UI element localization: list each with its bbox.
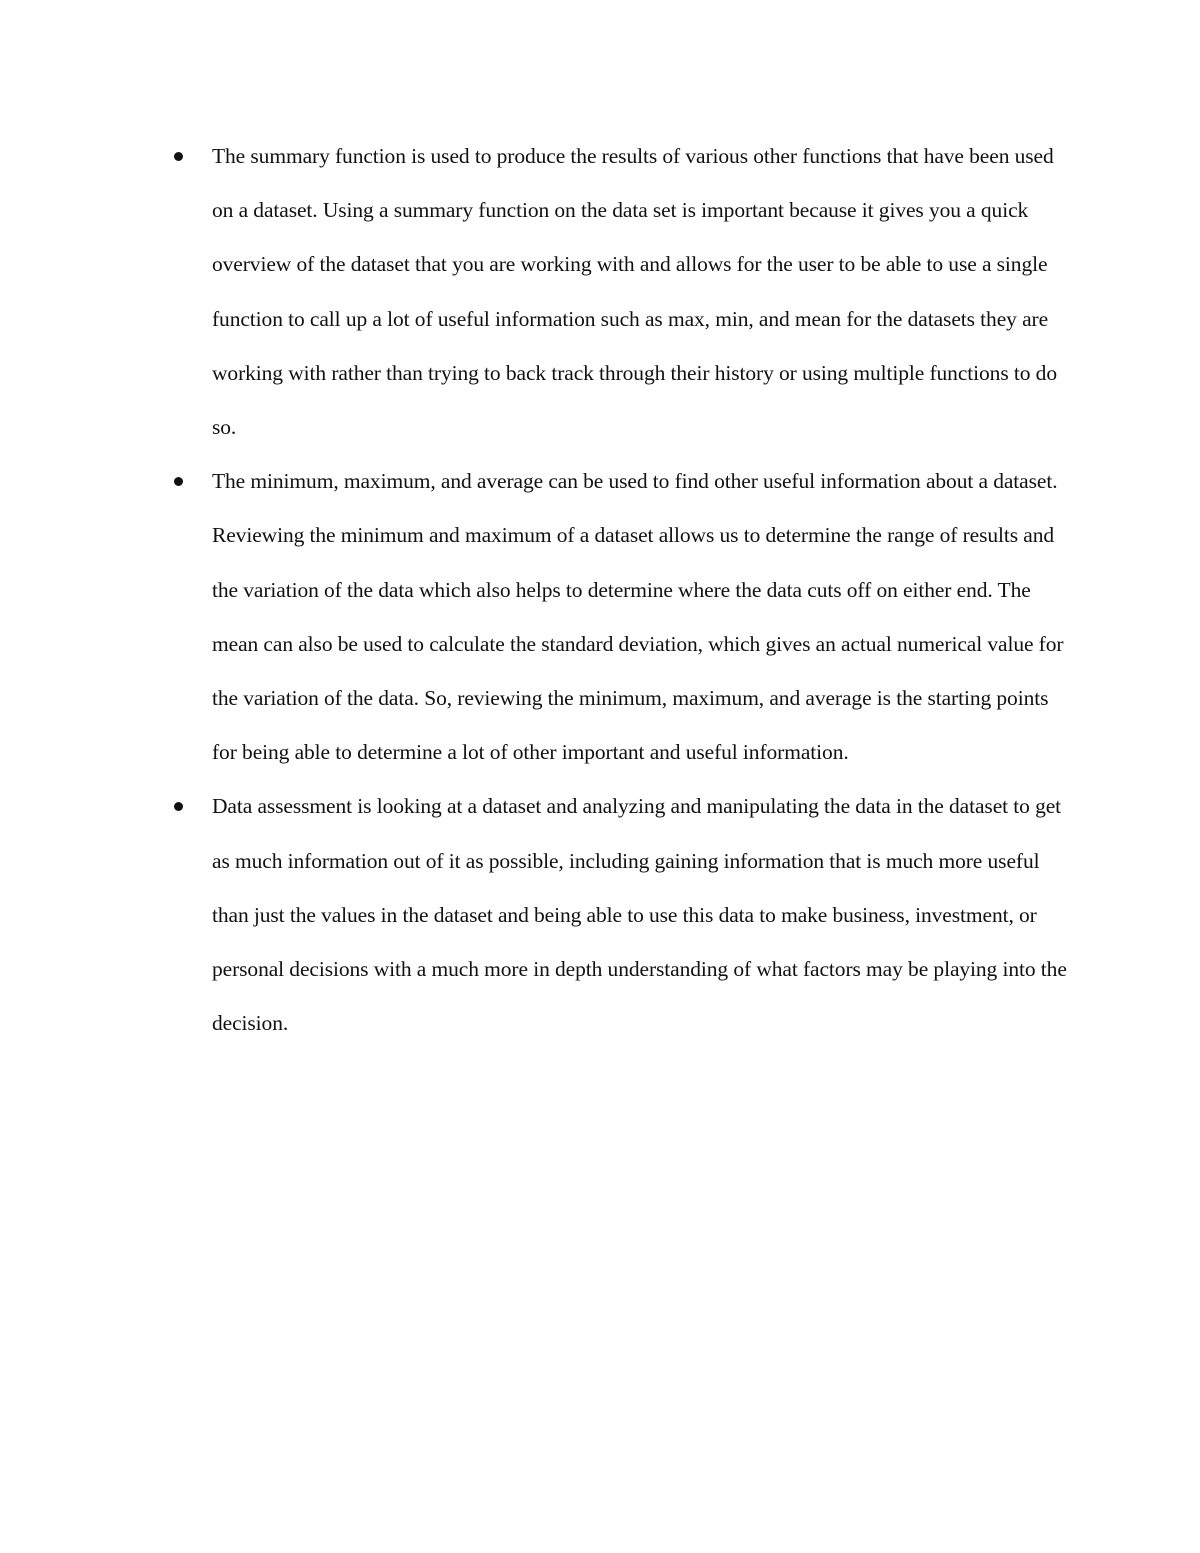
bullet-item-data-assessment [212,779,1072,1050]
bullet-point-icon [174,152,183,161]
bullet-item-min-max-average [212,454,1072,779]
bullet-text: The minimum, maximum, and average can be used to find other useful information about a dataset. Reviewing the minimum and maximum of a dataset allows us to determine the range of results and the variation of the data which also helps to determine where the data cuts off on either end. The mean can also be used to calculate the standard deviation, which gives an actual numerical value for the variation of the data. So, reviewing the minimum, maximum, and average is the starting points for being able to determine a lot of other important and useful information. [212,469,1064,765]
bullet-text: The summary function is used to produce the results of various other functions that have been used on a dataset. Using a summary function on the data set is important because it gives you a quick overview of the dataset that you are working with and allows for the user to be able to use a single function to call up a lot of useful information such as max, min, and mean for the datasets they are working with rather than trying to back track through their history or using multiple functions to do so. [212,144,1057,440]
bullet-text: Data assessment is looking at a dataset and analyzing and manipulating the data in the dataset to get as much information out of it as possible, including gaining information that is much more useful than just the values in the dataset and being able to use this data to make business, investment, or personal decisions with a much more in depth understanding of what factors may be playing into the decision. [212,794,1067,1036]
bullet-point-icon [174,802,183,811]
bullet-list [212,129,1072,1050]
bullet-point-icon [174,477,183,486]
bullet-item-summary-function [212,129,1072,454]
